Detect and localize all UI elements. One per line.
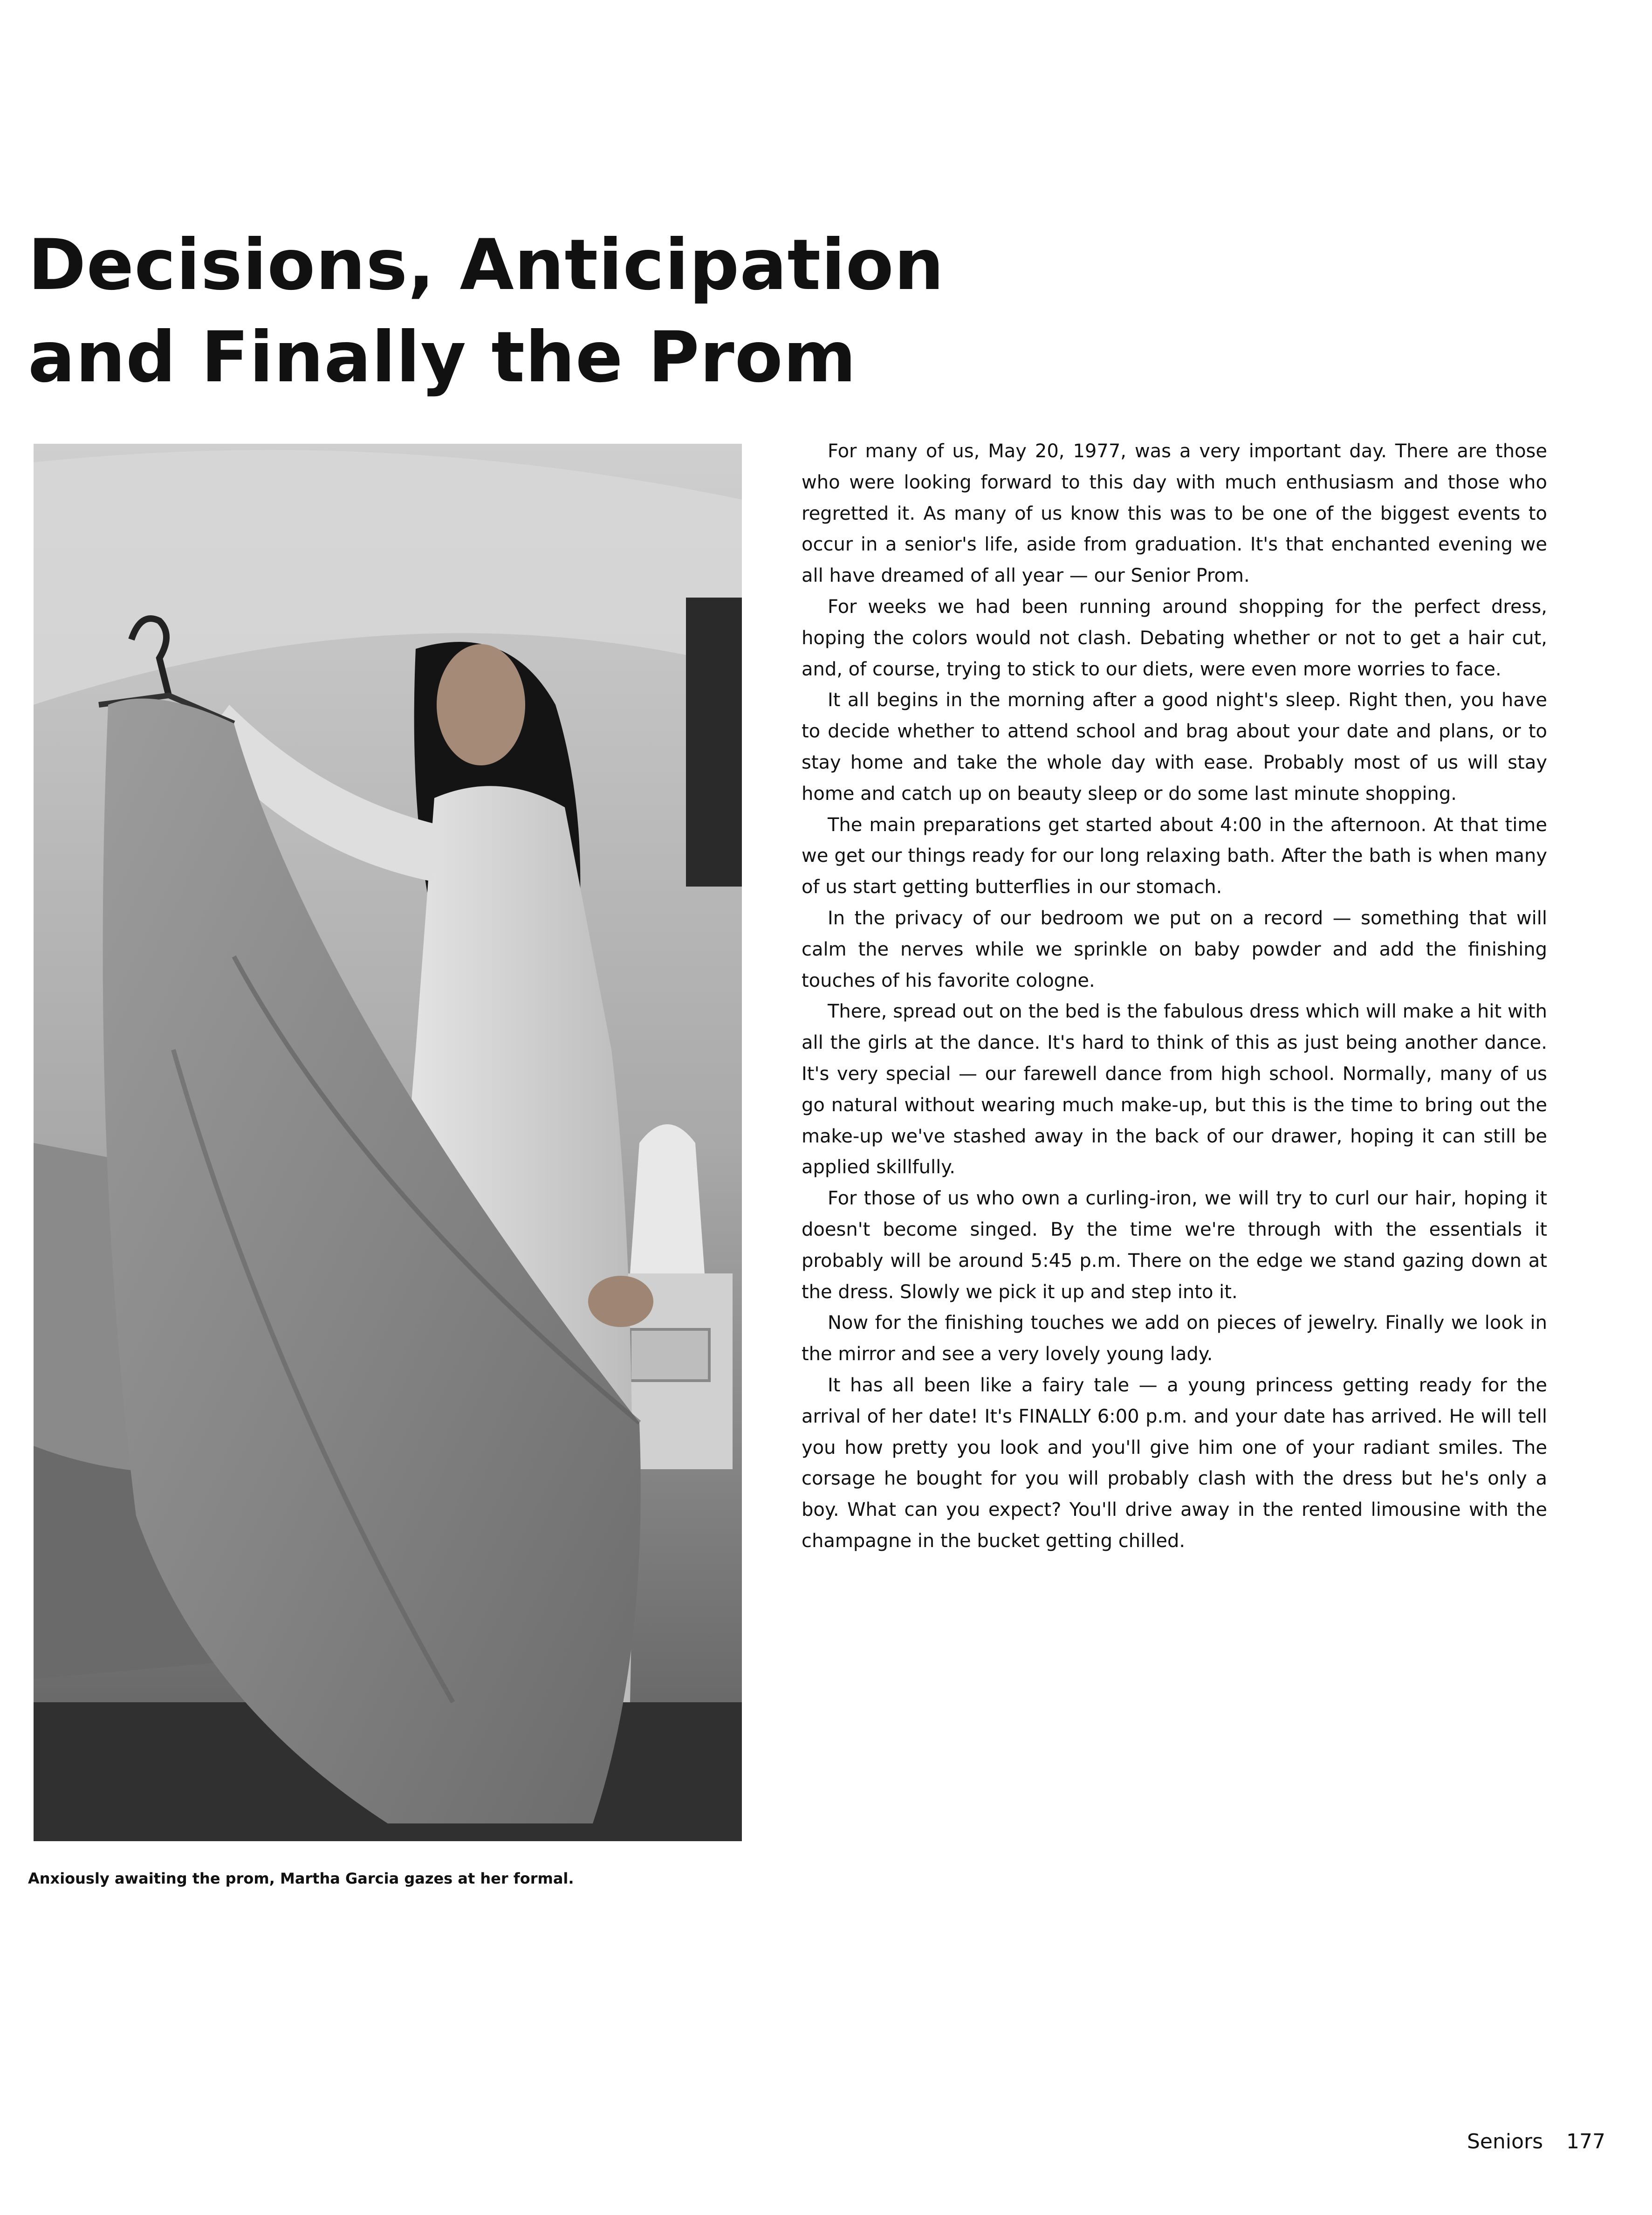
article-paragraph: For weeks we had been running around shopping for the perfect dress, hoping the colors would not clash. Debating whether or not to get a hair cut, and, of course, trying to stick to our diets, were even more worries to face. — [802, 596, 1547, 680]
page-footer — [1467, 2128, 1605, 2156]
article-paragraph: It all begins in the morning after a good night's sleep. Right then, you have to decide whether to attend school and brag about your date and plans, or to stay home and take the whole day with ease. Probably most of us will stay home and catch up on beauty sleep or do some last minute shopping. — [802, 689, 1547, 805]
article-paragraph: It has all been like a fairy tale — a young princess getting ready for the arrival of her date! It's FINALLY 6:00 p.m. and your date has arrived. He will tell you how pretty you look and you'll give him one of your radiant smiles. The corsage he bought for you will probably clash with the dress but he's only a boy. What can you expect? You'll drive away in the rented limousine with the champagne in the bucket getting chilled. — [802, 1374, 1547, 1552]
page-title — [28, 219, 945, 404]
title-line-2: and Finally the Prom — [28, 317, 857, 398]
article-body — [802, 436, 1547, 1557]
prom-photo — [34, 444, 742, 1841]
article-paragraph: For those of us who own a curling-iron, we will try to curl our hair, hoping it doesn't become singed. By the time we're through with the essentials it probably will be around 5:45 p.m. There on the edge we stand gazing down at the dress. Slowly we pick it up and step into it. — [802, 1188, 1547, 1303]
page-number: 177 — [1566, 2130, 1605, 2153]
article-paragraph: Now for the finishing touches we add on pieces of jewelry. Finally we look in the mirror and see a very lovely young lady. — [802, 1312, 1547, 1365]
title-line-1: Decisions, Anticipation — [28, 225, 945, 306]
article-paragraph: The main preparations get started about 4:00 in the afternoon. At that time we get our things ready for our long relaxing bath. After the bath is when many of us start getting butterflies in our stomach. — [802, 814, 1547, 898]
article-paragraph: For many of us, May 20, 1977, was a very important day. There are those who were looking forward to this day with much enthusiasm and those who regretted it. As many of us know this was to be one of the biggest events to occur in a senior's life, aside from graduation. It's that enchanted evening we all have dreamed of all year — our Senior Prom. — [802, 440, 1547, 587]
photo-illustration — [34, 444, 742, 1841]
section-name: Seniors — [1467, 2130, 1543, 2153]
photo-caption: Anxiously awaiting the prom, Martha Garcia gazes at her formal. — [28, 1870, 574, 1887]
article-paragraph: There, spread out on the bed is the fabulous dress which will make a hit with all the girls at the dance. It's hard to think of this as just being another dance. It's very special — our farewell dance from high school. Normally, many of us go natural without wearing much make-up, but this is the time to bring out the make-up we've stashed away in the back of our drawer, hoping it can still be applied skillfully. — [802, 1001, 1547, 1178]
article-paragraph: In the privacy of our bedroom we put on a record — something that will calm the nerves while we sprinkle on baby powder and add the finishing touches of his favorite cologne. — [802, 907, 1547, 991]
